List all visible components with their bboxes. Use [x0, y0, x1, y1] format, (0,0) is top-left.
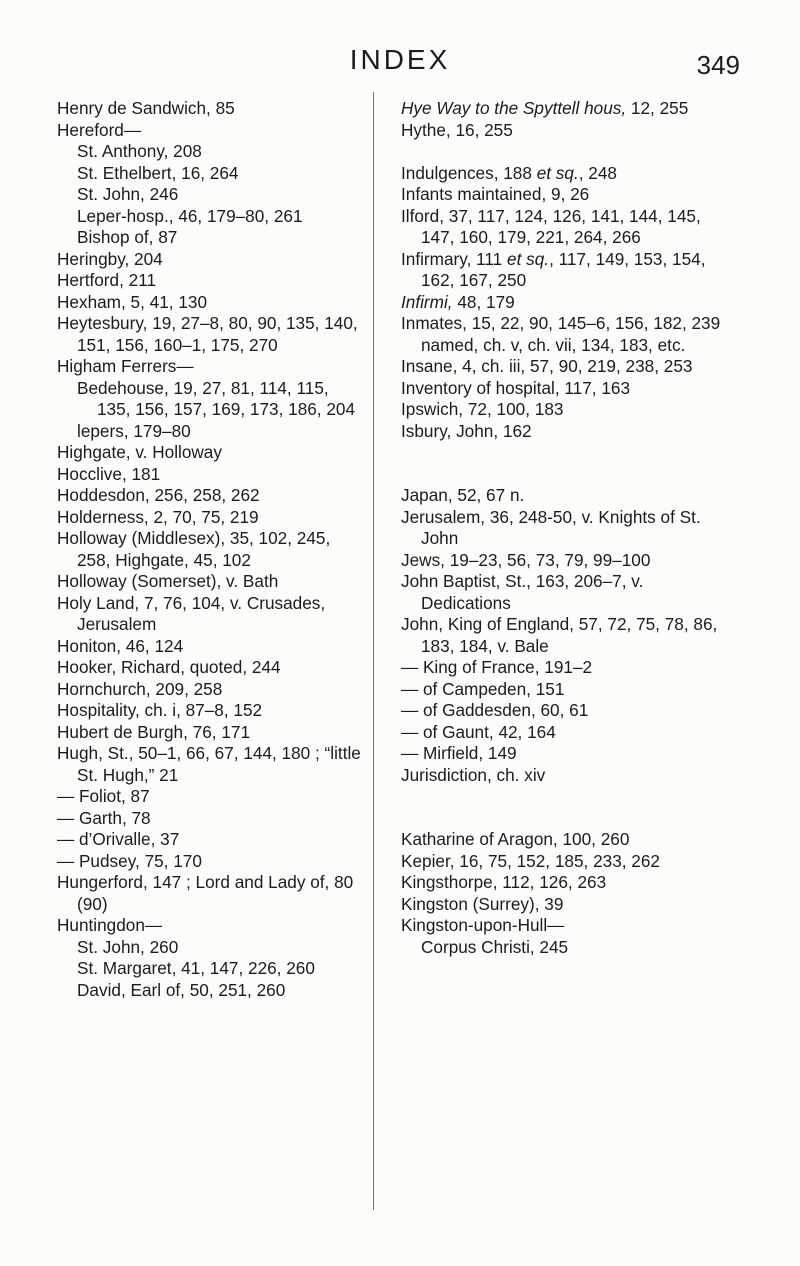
index-subentry: St. Ethelbert, 16, 264 [77, 162, 239, 183]
page-refs: 12, 255 [626, 98, 689, 118]
index-entry: Holloway (Middlesex), 35, 102, 245, 258, Highgate, 45, 102 [57, 528, 331, 570]
index-entry: — King of France, 191–2 [401, 657, 593, 677]
index-entry: — Garth, 78 [57, 807, 151, 828]
letter-gap [401, 141, 721, 163]
index-entry: Japan, 52, 67 n. [401, 485, 525, 505]
index-entry: Huntingdon— [57, 915, 163, 935]
index-entry: Holy Land, 7, 76, 104, v. Crusades, Jerusalem [57, 592, 326, 634]
index-entry: — of Campeden, 151 [401, 678, 565, 699]
index-entry: Hospitality, ch. i, 87–8, 152 [57, 700, 263, 720]
index-entry: — d’Orivalle, 37 [57, 829, 180, 849]
index-subentry: Bedehouse, 19, 27, 81, 114, 115, 135, 156, 157, 169, 173, 186, 204 [77, 377, 356, 419]
index-column-left [57, 98, 362, 1001]
index-subentry: Bishop of, 87 [77, 227, 178, 247]
index-entry: Henry de Sandwich, 85 [57, 98, 235, 118]
index-entry: Highgate, v. Holloway [57, 442, 222, 462]
letter-gap [401, 442, 721, 464]
italic-text: Infirmi, [401, 291, 453, 312]
index-entry: Inventory of hospital, 117, 163 [401, 377, 631, 398]
italic-text: et sq. [536, 162, 579, 183]
index-entry: Isbury, John, 162 [401, 420, 532, 441]
index-subentry: Leper-hosp., 46, 179–80, 261 [77, 205, 303, 226]
italic-title: Hye Way to the Spyttell hous, [401, 98, 627, 118]
page-title: INDEX [349, 44, 451, 75]
index-subentry: St. Margaret, 41, 147, 226, 260 [77, 958, 315, 978]
index-entry: — of Gaddesden, 60, 61 [401, 700, 589, 720]
index-entry: Ilford, 37, 117, 124, 126, 141, 144, 145, 147, 160, 179, 221, 264, 266 [401, 205, 701, 247]
index-subentry: named, ch. v, ch. vii, 134, 183, etc. [421, 334, 686, 355]
entry-text: , 248 [578, 162, 617, 183]
letter-gap [401, 786, 721, 808]
index-entry: — Mirfield, 149 [401, 743, 517, 763]
index-entry: Hexham, 5, 41, 130 [57, 291, 208, 312]
entry-text: Infirmary, 111 [401, 248, 508, 269]
index-subentry: David, Earl of, 50, 251, 260 [77, 979, 286, 1000]
entry-text: , 117, 149, 153, 154, 162, 167, 250 [421, 248, 706, 290]
index-entry: Holloway (Somerset), v. Bath [57, 571, 279, 591]
index-entry: John Baptist, St., 163, 206–7, v. Dedications [401, 571, 644, 613]
entry-text: 48, 179 [452, 291, 515, 312]
index-entry: Hornchurch, 209, 258 [57, 678, 223, 699]
index-entry: Holderness, 2, 70, 75, 219 [57, 506, 259, 527]
index-entry: Jurisdiction, ch. xiv [401, 764, 546, 785]
index-entry: Jerusalem, 36, 248-50, v. Knights of St. John [401, 506, 701, 548]
index-entry-infirmary [401, 249, 721, 292]
index-entry: — of Gaunt, 42, 164 [401, 721, 556, 742]
index-entry: Honiton, 46, 124 [57, 635, 184, 656]
index-entry: Ipswich, 72, 100, 183 [401, 399, 564, 419]
index-subentry: Corpus Christi, 245 [421, 936, 569, 957]
index-entry: Hooker, Richard, quoted, 244 [57, 657, 281, 677]
index-entry: Hoddesdon, 256, 258, 262 [57, 485, 260, 505]
index-subentry: St. Anthony, 208 [77, 141, 202, 161]
index-entry: Hungerford, 147 ; Lord and Lady of, 80 (90) [57, 872, 354, 914]
italic-text: et sq. [507, 248, 550, 269]
index-entry: Kepier, 16, 75, 152, 185, 233, 262 [401, 850, 660, 871]
index-entry: Higham Ferrers— [57, 356, 194, 376]
index-entry: Hereford— [57, 119, 142, 140]
index-subentry: lepers, 179–80 [77, 420, 191, 441]
letter-gap [401, 464, 721, 486]
index-entry: — Pudsey, 75, 170 [57, 850, 202, 871]
index-entry: — Foliot, 87 [57, 786, 150, 806]
index-entry: Hythe, 16, 255 [401, 119, 513, 140]
index-entry: Kingston (Surrey), 39 [401, 893, 564, 914]
index-entry: Inmates, 15, 22, 90, 145–6, 156, 182, 239 [401, 313, 721, 333]
index-entry: Heytesbury, 19, 27–8, 80, 90, 135, 140, 151, 156, 160–1, 175, 270 [57, 313, 358, 355]
index-entry: Katharine of Aragon, 100, 260 [401, 829, 630, 849]
index-entry: Kingsthorpe, 112, 126, 263 [401, 872, 607, 892]
index-entry-hye-way [401, 98, 721, 120]
column-divider [373, 92, 374, 1210]
page-number: 349 [696, 50, 740, 80]
index-entry: Hertford, 211 [57, 270, 157, 290]
index-subentry: St. John, 246 [77, 184, 179, 204]
index-entry: Infants maintained, 9, 26 [401, 184, 590, 204]
index-entry: Insane, 4, ch. iii, 57, 90, 219, 238, 253 [401, 356, 693, 376]
index-entry-indulgences [401, 163, 721, 185]
index-entry: John, King of England, 57, 72, 75, 78, 86, 183, 184, v. Bale [401, 614, 718, 656]
index-entry: Hubert de Burgh, 76, 171 [57, 721, 251, 742]
index-entry: Heringby, 204 [57, 248, 163, 269]
index-entry: Hugh, St., 50–1, 66, 67, 144, 180 ; “little St. Hugh,” 21 [57, 743, 361, 785]
index-entry: Jews, 19–23, 56, 73, 79, 99–100 [401, 549, 651, 570]
letter-gap [401, 808, 721, 830]
index-subentry: St. John, 260 [77, 936, 179, 957]
index-column-right [401, 98, 721, 958]
index-entry: Hocclive, 181 [57, 463, 161, 484]
index-entry: Kingston-upon-Hull— [401, 915, 565, 935]
entry-text: Indulgences, 188 [401, 162, 537, 183]
index-entry-infirmi [401, 292, 721, 314]
